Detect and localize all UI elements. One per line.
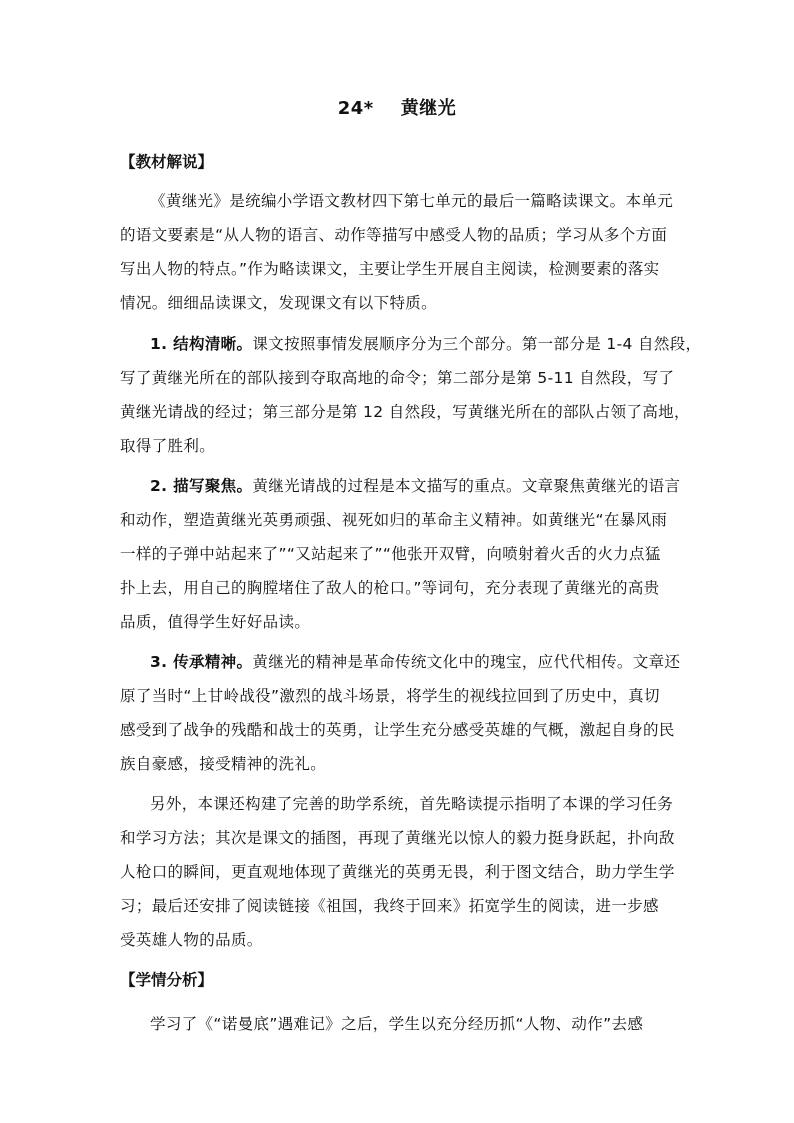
section-heading-textbook-explanation: 【教材解说】 [120, 153, 214, 171]
paragraph-3-lead: 2. 描写聚焦。 [150, 477, 253, 495]
paragraph-3-line-3: 一样的子弹中站起来了”“又站起来了”“他张开双臂，向喷射着火舌的火力点猛 [120, 545, 661, 563]
paragraph-5-line-3: 人枪口的瞬间，更直观地体现了黄继光的英勇无畏，利于图文结合，助力学生学 [120, 863, 675, 881]
paragraph-4-line-1 [150, 650, 680, 672]
page-title: 24* 黄继光 [337, 98, 457, 119]
paragraph-4-line-2: 原了当时“上甘岭战役”激烈的战斗场景，将学生的视线拉回到了历史中，真切 [120, 687, 660, 705]
paragraph-2-line-2: 写了黄继光所在的部队接到夺取高地的命令；第二部分是第 5-11 自然段，写了 [120, 369, 675, 387]
paragraph-2-line-3: 黄继光请战的经过；第三部分是第 12 自然段，写黄继光所在的部队占领了高地， [120, 403, 690, 421]
paragraph-1-line-1: 《黄继光》是统编小学语文教材四下第七单元的最后一篇略读课文。本单元 [150, 192, 674, 210]
paragraph-2-line-1-text: 课文按照事情发展顺序分为三个部分。第一部分是 1-4 自然段， [252, 335, 702, 353]
paragraph-5-line-1: 另外，本课还构建了完善的助学系统，首先略读提示指明了本课的学习任务 [150, 795, 674, 813]
paragraph-4-line-1-text: 黄继光的精神是革命传统文化中的瑰宝，应代代相传。文章还 [252, 653, 681, 671]
paragraph-1-line-2: 的语文要素是“从人物的语言、动作等描写中感受人物的品质；学习从多个方面 [120, 226, 668, 244]
paragraph-5-line-5: 受英雄人物的品质。 [120, 931, 263, 949]
paragraph-3-line-2: 和动作，塑造黄继光英勇顽强、视死如归的革命主义精神。如黄继光“在暴风雨 [120, 511, 668, 529]
paragraph-3-line-5: 品质，值得学生好好品读。 [120, 613, 311, 631]
paragraph-2-line-4: 取得了胜利。 [120, 437, 216, 455]
paragraph-5-line-2: 和学习方法；其次是课文的插图，再现了黄继光以惊人的毅力挺身跃起，扑向敌 [120, 829, 675, 847]
paragraph-3-line-1 [150, 474, 680, 496]
section-heading-learning-analysis: 【学情分析】 [120, 971, 214, 989]
paragraph-5-line-4: 习；最后还安排了阅读链接《祖国，我终于回来》拓宽学生的阅读，进一步感 [120, 897, 659, 915]
paragraph-2-line-1 [150, 332, 702, 354]
paragraph-2-lead: 1. 结构清晰。 [150, 335, 253, 353]
paragraph-3-line-1-text: 黄继光请战的过程是本文描写的重点。文章聚焦黄继光的语言 [252, 477, 681, 495]
paragraph-4-line-4: 族自豪感，接受精神的洗礼。 [120, 755, 327, 773]
paragraph-1-line-4: 情况。细细品读课文，发现课文有以下特质。 [120, 294, 438, 312]
paragraph-1-line-3: 写出人物的特点。”作为略读课文，主要让学生开展自主阅读，检测要素的落实 [120, 260, 660, 278]
paragraph-3-line-4: 扑上去，用自己的胸膛堵住了敌人的枪口。”等词句，充分表现了黄继光的高贵 [120, 579, 660, 597]
paragraph-4-lead: 3. 传承精神。 [150, 653, 253, 671]
paragraph-6-line-1: 学习了《“诺曼底”遇难记》之后，学生以充分经历抓“人物、动作”去感 [150, 1015, 644, 1033]
paragraph-4-line-3: 感受到了战争的残酷和战士的英勇，让学生充分感受英雄的气概，激起自身的民 [120, 721, 675, 739]
